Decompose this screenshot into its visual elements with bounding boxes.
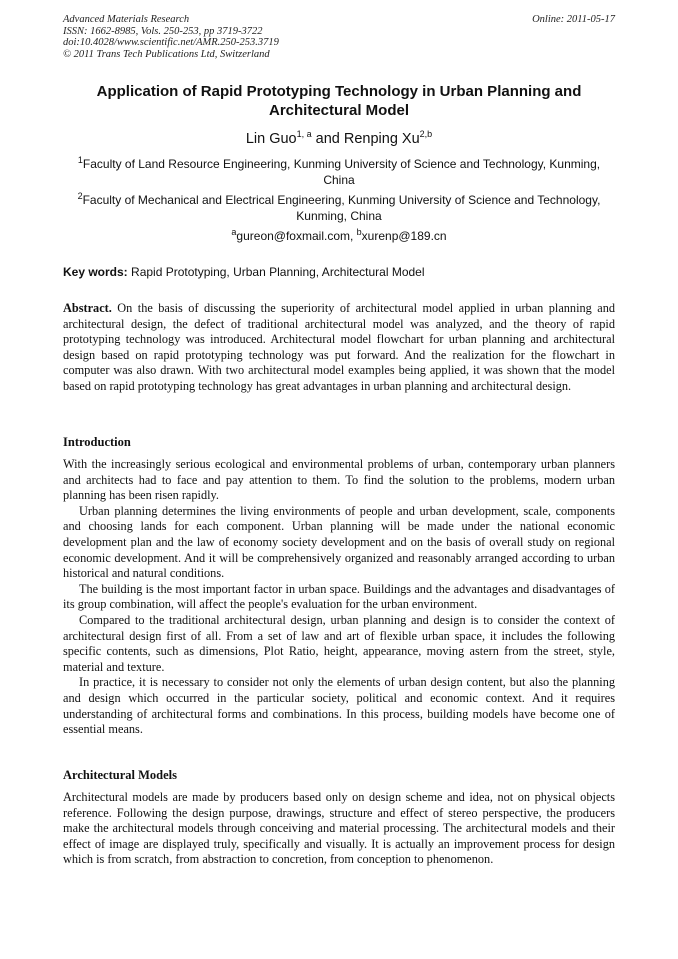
email-address: xurenp@189.cn (361, 229, 447, 243)
journal-header (63, 14, 615, 60)
author-emails (63, 228, 615, 244)
section-heading-architectural-models: Architectural Models (63, 768, 177, 782)
paragraph: The building is the most important factor in urban space. Buildings and the advantages and disadvantages of its group combination, will affect the people's evaluation for the urban environment. (63, 581, 615, 612)
email-marker: b (356, 227, 362, 237)
author-superscript: 1, a (296, 129, 312, 140)
author-conjunction: and (311, 131, 344, 147)
affiliation-text: Faculty of Mechanical and Electrical Engineering, Kunming University of Science and Technology, Kunming, China (82, 193, 601, 223)
author-superscript: 2,b (419, 129, 433, 140)
paragraph: Compared to the traditional architectural design, urban planning and design is to consider the context of architectural design first of all. From a set of law and art of flexible urban space, it includes the following specific contents, such as dimensions, Plot Ratio, height, appearance, moving astern from the street, style, material and texture. (63, 612, 615, 674)
architectural-models-section (63, 790, 615, 868)
abstract-text: On the basis of discussing the superiority of architectural model applied in urban planning and architectural design, the defect of traditional architectural model was analyzed, and the theory of rapid prototyping technology was introduced. Architectural model flowchart for urban planning and architectural design based on rapid prototyping technology was put forward. And the realization for the flowchart in computer was also drawn. With two architectural model examples being applied, it was shown that the model based on rapid prototyping technology has great advantages in urban planning and architectural design. (63, 301, 615, 393)
keywords (63, 264, 615, 280)
paragraph: In practice, it is necessary to consider not only the elements of urban design content, but also the planning and design which occurred in the particular society, political and economic context. And it requires understanding of architectural forms and combinations. In this process, building models have become one of essential means. (63, 675, 615, 737)
keywords-text: Rapid Prototyping, Urban Planning, Architectural Model (127, 265, 425, 279)
affiliation (63, 192, 615, 224)
paragraph: Architectural models are made by producers based only on design scheme and idea, not on physical objects reference. Following the design purpose, drawings, structure and effect of stereo perspective, the producers make the architectural models through conceiving and material processing. The architectural models and their effect of image are displayed truly, specifically and visually. It is actually an improvement process for design which is from scratch, from abstraction to concretion, from conception to phenomenon. (63, 790, 615, 867)
paragraph: Urban planning determines the living environments of people and urban development, scale, components and choosing lands for each component. Urban planning will be made under the national economic development plan and the law of economy society development and on the basis of overall study on regional economic development. And it will be comprehensively organized and reasonably arranged according to urban historical and natural conditions. (63, 503, 615, 581)
email-address: gureon@foxmail.com, (236, 229, 357, 243)
affiliation-text: Faculty of Land Resource Engineering, Kunming University of Science and Technology, Kunming, China (82, 157, 601, 187)
abstract-label: Abstract. (63, 301, 112, 315)
abstract (63, 301, 615, 395)
paragraph: With the increasingly serious ecological and environmental problems of urban, contemporary urban planners and architects had to face and pay attention to them. To find the solution to the problems, modern urban planning has been risen rapidly. (63, 457, 615, 503)
issn-line: ISSN: 1662-8985, Vols. 250-253, pp 3719-3722 (63, 25, 263, 37)
paper-title: Application of Rapid Prototyping Technology in Urban Planning and Architectural Model (96, 83, 582, 119)
authors-line (63, 130, 615, 148)
doi-line: doi:10.4028/www.scientific.net/AMR.250-253.3719 (63, 37, 279, 48)
affiliation-number: 1 (77, 155, 83, 165)
journal-name: Advanced Materials Research (63, 14, 190, 25)
section-heading-introduction: Introduction (63, 435, 131, 449)
keywords-label: Key words: (63, 265, 128, 279)
introduction-section (63, 457, 615, 738)
email-marker: a (231, 227, 237, 237)
affiliation (63, 156, 615, 188)
author-name: Renping Xu (343, 131, 420, 147)
affiliation-number: 2 (77, 191, 83, 201)
online-date: Online: 2011-05-17 (532, 14, 615, 25)
author-name: Lin Guo (245, 131, 297, 147)
copyright-line: © 2011 Trans Tech Publications Ltd, Switzerland (63, 48, 270, 60)
